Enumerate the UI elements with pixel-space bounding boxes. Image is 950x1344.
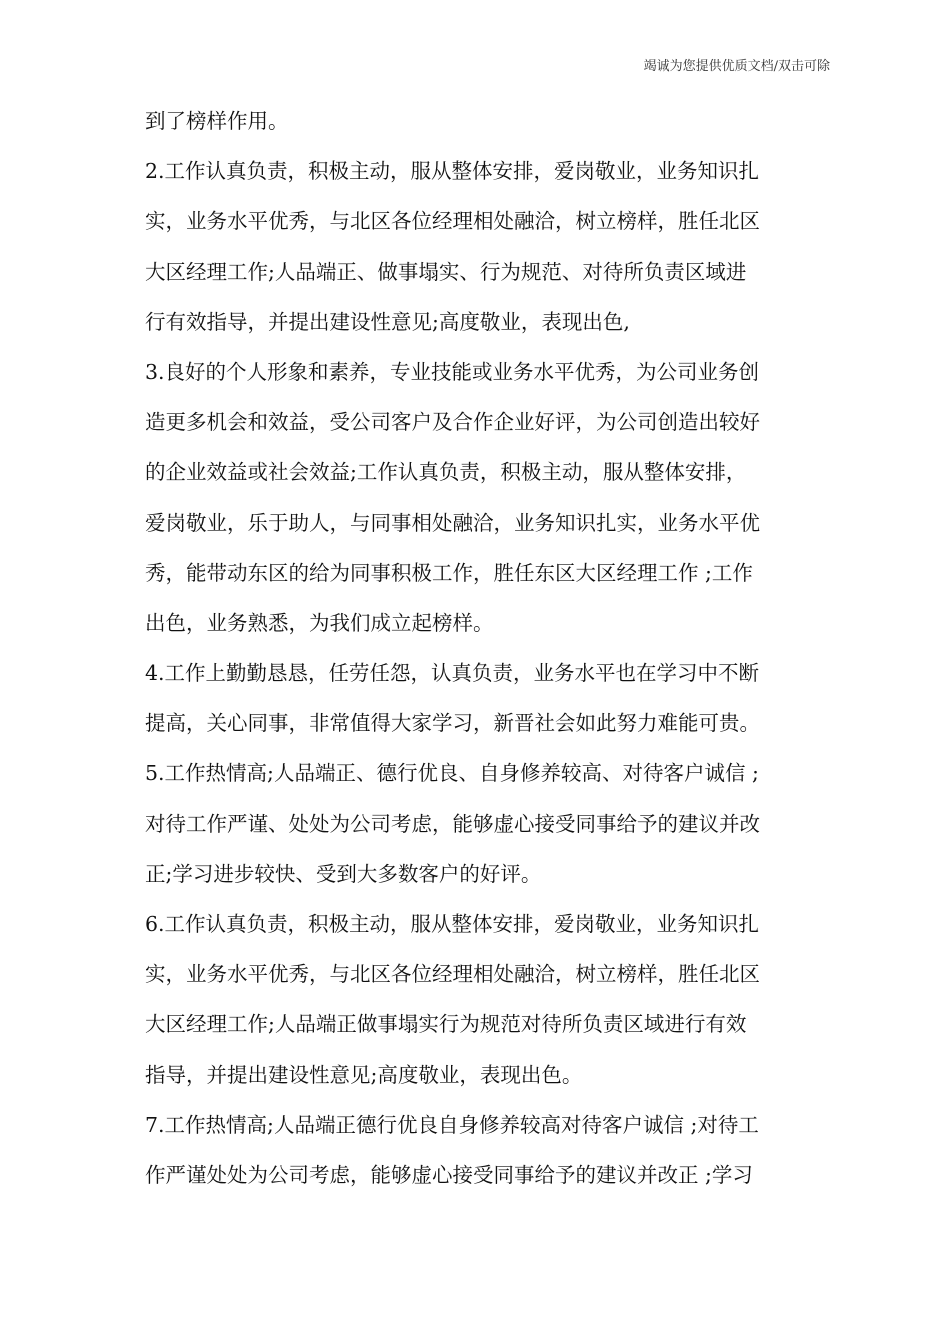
text-line: 行有效指导，并提出建设性意见;高度敬业，表现出色, — [145, 309, 630, 334]
text-line: 实，业务水平优秀，与北区各位经理相处融洽，树立榜样，胜任北区 — [145, 209, 760, 234]
header-note: 竭诚为您提供优质文档/双击可除 — [643, 59, 830, 74]
text-line: 大区经理工作;人品端正做事塌实行为规范对待所负责区域进行有效 — [145, 1012, 747, 1037]
text-line: 4.工作上勤勤恳恳，任劳任怨，认真负责，业务水平也在学习中不断 — [145, 661, 760, 686]
text-line: 到了榜样作用。 — [145, 109, 289, 133]
text-line: 7.工作热情高;人品端正德行优良自身修养较高对待客户诚信 ;对待工 — [145, 1112, 759, 1137]
text-line: 爱岗敬业，乐于助人，与同事相处融洽，业务知识扎实，业务水平优 — [145, 510, 760, 535]
text-line: 正;学习进步较快、受到大多数客户的好评。 — [145, 861, 542, 886]
text-line: 3.良好的个人形象和素养，专业技能或业务水平优秀，为公司业务创 — [145, 359, 760, 384]
text-line: 作严谨处处为公司考虑，能够虚心接受同事给予的建议并改正 ;学习 — [145, 1162, 753, 1187]
text-line: 出色，业务熟悉，为我们成立起榜样。 — [145, 610, 494, 635]
text-line: 实，业务水平优秀，与北区各位经理相处融洽，树立榜样，胜任北区 — [145, 962, 760, 987]
text-line: 大区经理工作;人品端正、做事塌实、行为规范、对待所负责区域进 — [145, 259, 747, 284]
text-line: 6.工作认真负责，积极主动，服从整体安排，爱岗敬业，业务知识扎 — [145, 912, 760, 936]
text-line: 对待工作严谨、处处为公司考虑，能够虚心接受同事给予的建议并改 — [145, 811, 760, 836]
text-line: 5.工作热情高;人品端正、德行优良、自身修养较高、对待客户诚信 ; — [145, 761, 759, 786]
text-line: 造更多机会和效益，受公司客户及合作企业好评，为公司创造出较好 — [145, 410, 760, 435]
text-line: 提高，关心同事，非常值得大家学习，新晋社会如此努力难能可贵。 — [145, 711, 760, 736]
text-line: 的企业效益或社会效益;工作认真负责，积极主动，服从整体安排， — [145, 460, 747, 485]
text-line: 秀，能带动东区的给为同事积极工作，胜任东区大区经理工作 ;工作 — [145, 560, 753, 585]
text-line: 指导，并提出建设性意见;高度敬业，表现出色。 — [145, 1062, 583, 1087]
document-body — [145, 102, 817, 1206]
text-line: 2.工作认真负责，积极主动，服从整体安排，爱岗敬业，业务知识扎 — [145, 159, 760, 184]
